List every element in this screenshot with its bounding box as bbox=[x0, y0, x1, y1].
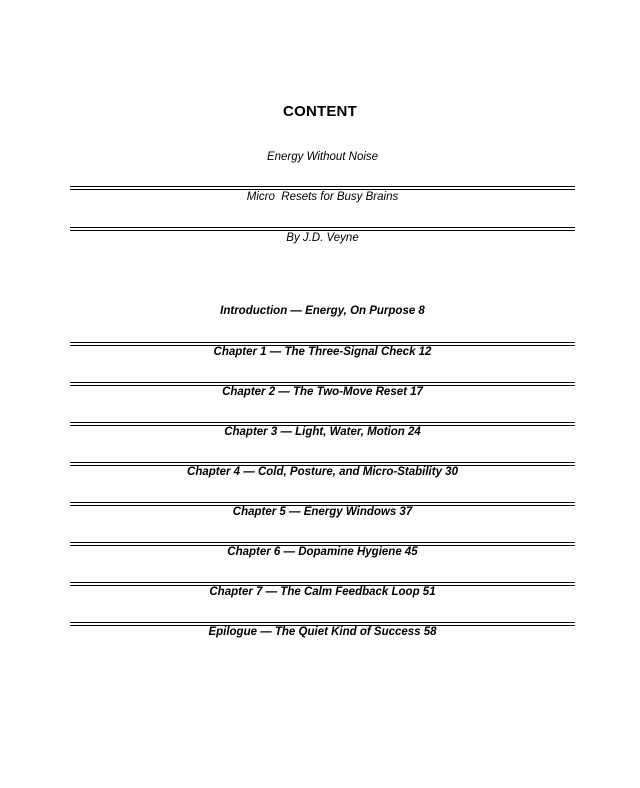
toc-entry-chapter-3: Chapter 3 — Light, Water, Motion 24 bbox=[224, 426, 421, 438]
toc-entry-chapter-5: Chapter 5 — Energy Windows 37 bbox=[232, 506, 413, 518]
toc-entry-introduction: Introduction — Energy, On Purpose 8 bbox=[220, 305, 425, 317]
book-title: Energy Without Noise bbox=[266, 151, 379, 163]
toc-entry-chapter-6: Chapter 6 — Dopamine Hygiene 45 bbox=[227, 546, 418, 558]
divider bbox=[70, 227, 575, 231]
toc-entry-chapter-2: Chapter 2 — The Two-Move Reset 17 bbox=[222, 386, 423, 398]
toc-entry-chapter-7: Chapter 7 — The Calm Feedback Loop 51 bbox=[209, 586, 436, 598]
toc-entry-chapter-1: Chapter 1 — The Three-Signal Check 12 bbox=[213, 346, 432, 358]
toc-entry-chapter-4: Chapter 4 — Cold, Posture, and Micro-Stability 30 bbox=[187, 466, 458, 478]
toc-entry-epilogue: Epilogue — The Quiet Kind of Success 58 bbox=[208, 626, 437, 638]
page-title: CONTENT bbox=[283, 103, 357, 120]
divider bbox=[70, 186, 575, 190]
book-subtitle: Micro Resets for Busy Brains bbox=[246, 191, 399, 203]
author-byline: By J.D. Veyne bbox=[286, 232, 359, 244]
